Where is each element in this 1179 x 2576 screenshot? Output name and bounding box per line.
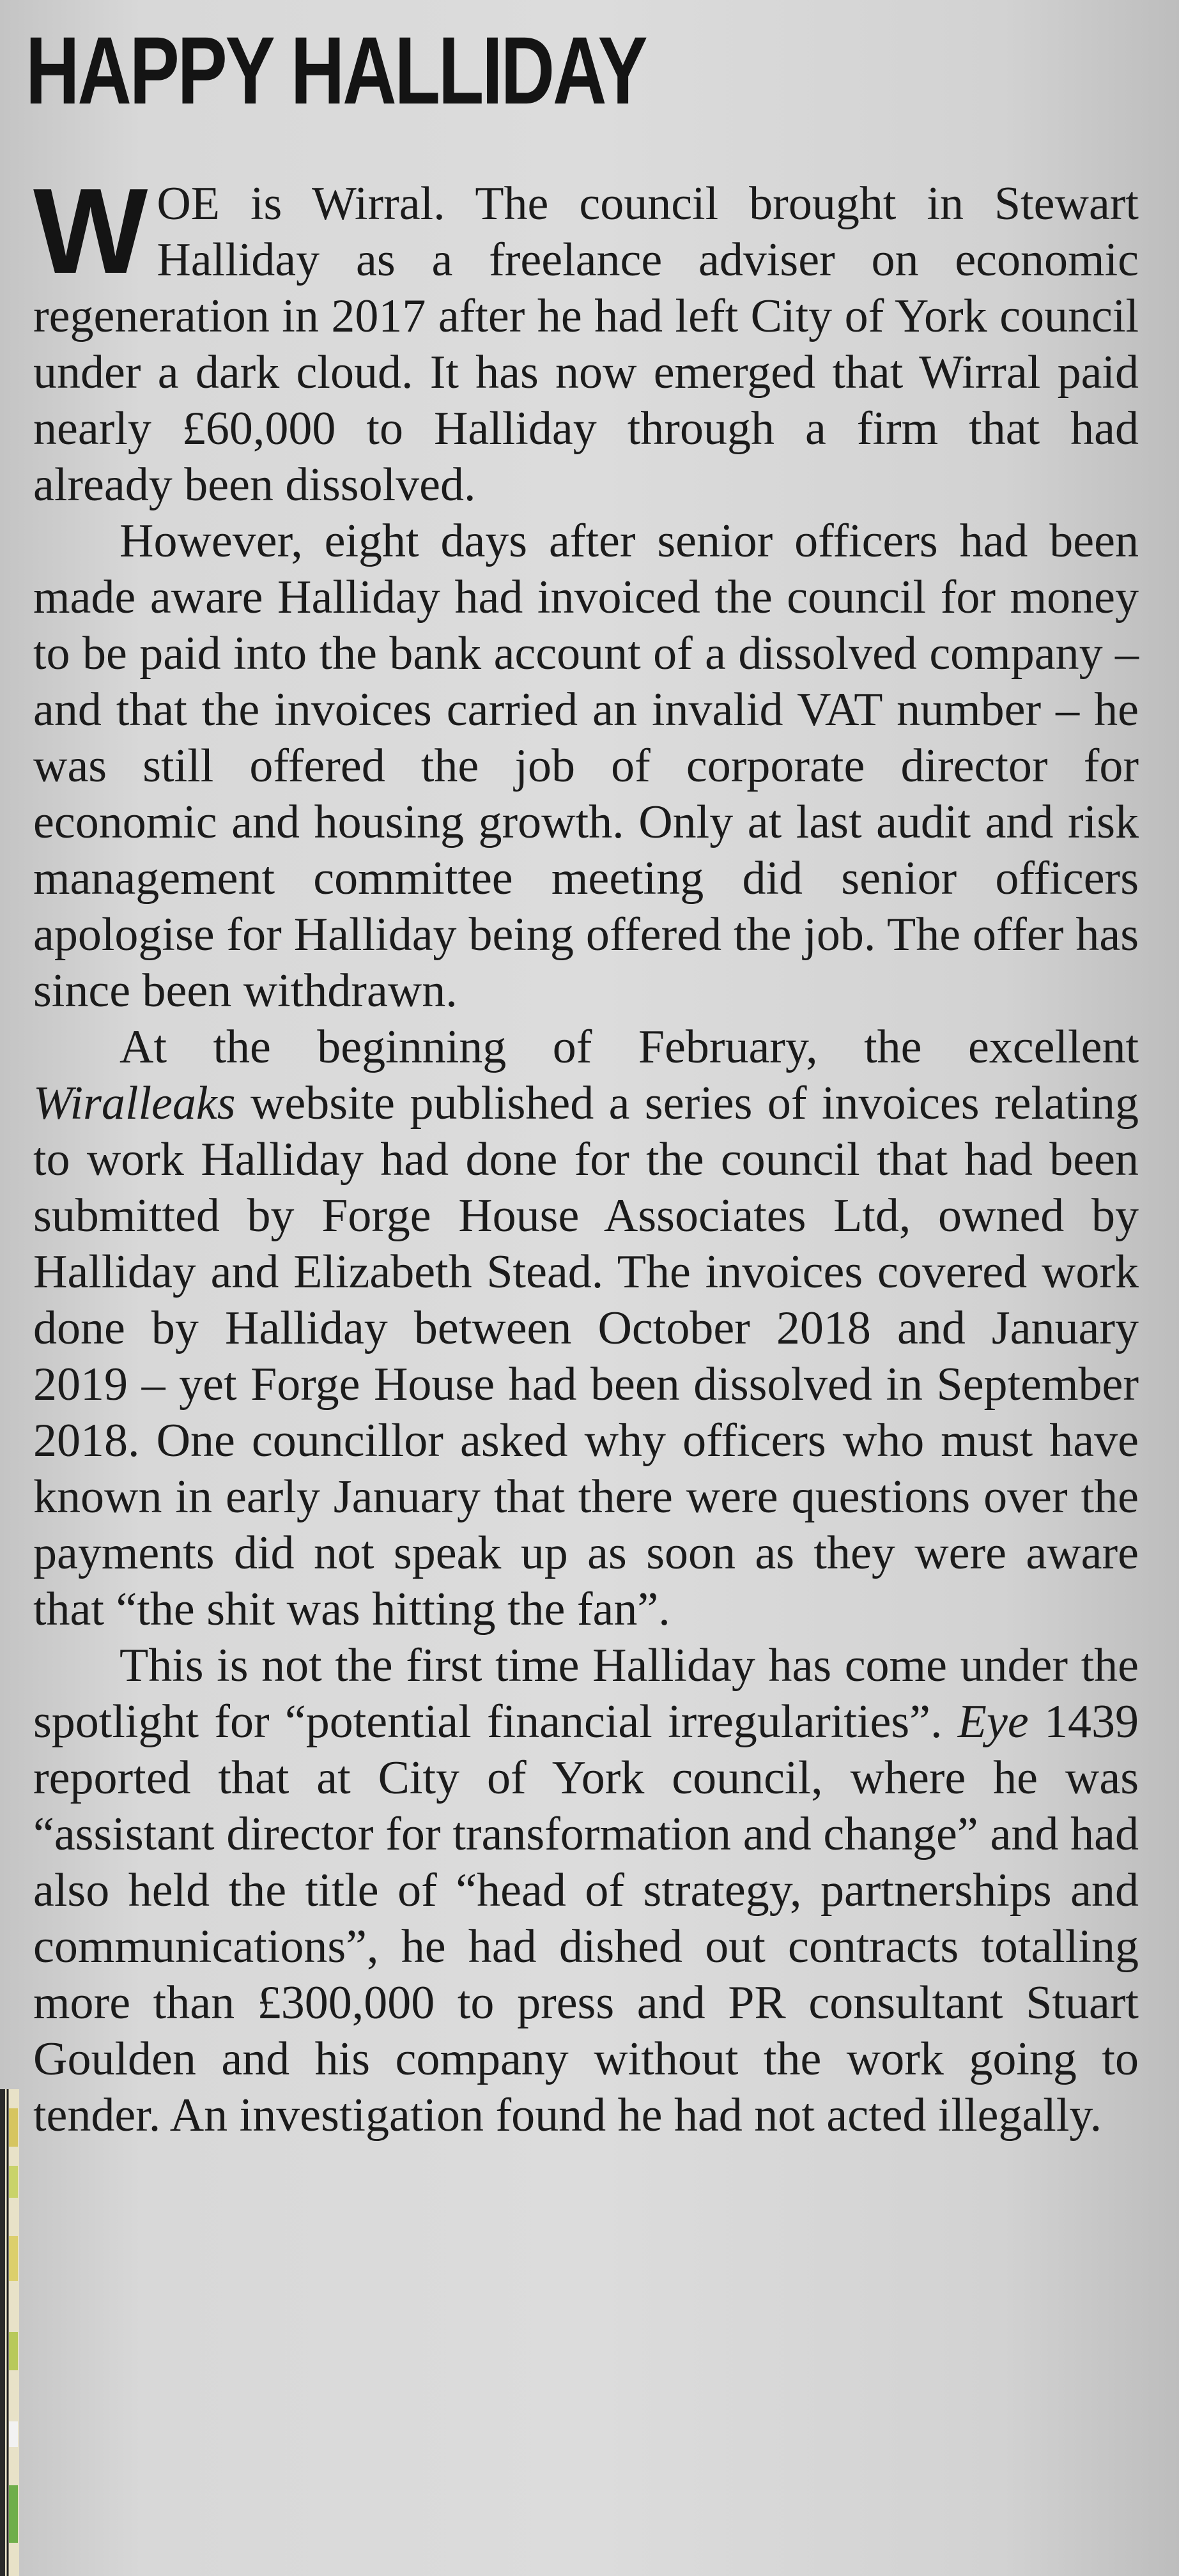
paragraph-4-text-a: This is not the first time Halliday has come under the spotlight for “potential financial irregularities”. <box>33 1639 1139 1748</box>
paragraph-3-text-a: At the beginning of February, the excellent <box>119 1021 1139 1073</box>
headline: HAPPY HALLIDAY <box>26 17 646 124</box>
magazine-name: Eye <box>957 1696 1029 1748</box>
paragraph-3-text-b: website published a series of invoices relating to work Halliday had done for the council that had been submitted by Forge House Associates Ltd, owned by Halliday and Elizabeth Stead. The invoices covered work done by Halliday between October 2018 and January 2019 – yet Forge House had been dissolved in September 2018. One councillor asked why officers who must have known in early January that there were questions over the payments did not speak up as soon as they were aware that “the shit was hitting the fan”. <box>33 1077 1139 1636</box>
drop-cap: W <box>33 164 148 299</box>
adjacent-cartoon-edge <box>0 2089 19 2576</box>
paragraph-1 <box>33 164 1139 513</box>
paragraph-1-text: OE is Wirral. The council brought in Stewart Halliday as a freelance adviser on economic regeneration in 2017 after he had left City of York council under a dark cloud. It has now emerged that Wirral paid nearly £60,000 to Halliday through a firm that had already been dissolved. <box>33 178 1139 511</box>
paragraph-4 <box>33 1637 1139 2143</box>
publication-name: Wiralleaks <box>33 1077 236 1130</box>
article-body <box>33 164 1139 2143</box>
paragraph-2: However, eight days after senior officers had been made aware Halliday had invoiced the council for money to be paid into the bank account of a dissolved company – and that the invoices carried an invalid VAT number – he was still offered the job of corporate director for economic and housing growth. Only at last audit and risk management committee meeting did senior officers apologise for Halliday being offered the job. The offer has since been withdrawn. <box>33 515 1139 1017</box>
paragraph-4-text-b: 1439 reported that at City of York council, where he was “assistant director for transformation and change” and had also held the title of “head of strategy, partnerships and communications”, he had dished out contracts totalling more than £300,000 to press and PR consultant Stuart Goulden and his company without the work going to tender. An investigation found he had not acted illegally. <box>33 1696 1139 2142</box>
paragraph-3 <box>33 1019 1139 1637</box>
